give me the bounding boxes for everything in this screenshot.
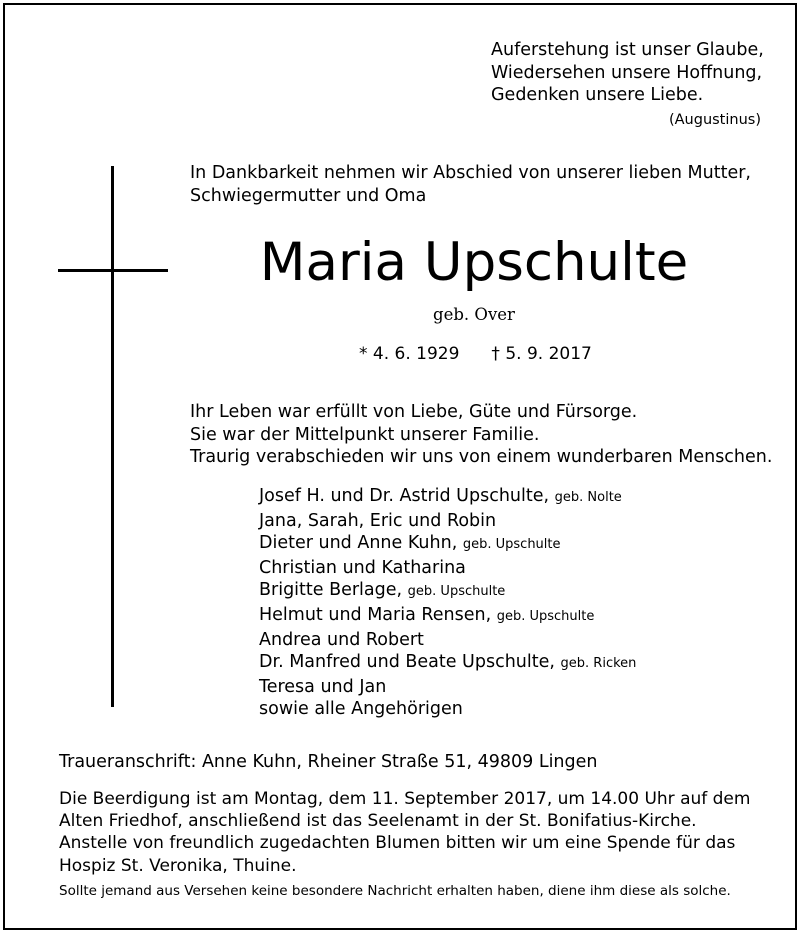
- quote-source: (Augustinus): [668, 111, 761, 128]
- death-date: † 5. 9. 2017: [491, 344, 592, 364]
- mourner-name: Christian und Katharina: [259, 557, 466, 578]
- mourner-entry: [259, 485, 636, 510]
- mourner-entry: [259, 604, 636, 629]
- funeral-line: Alten Friedhof, anschließend ist das Seelenamt in der St. Bonifatius-Kirche.: [59, 811, 697, 832]
- mourner-entry: [259, 557, 636, 580]
- mourner-entry: [259, 629, 636, 652]
- cross-icon-vertical: [111, 166, 114, 707]
- mourner-entry: [259, 532, 636, 557]
- mourner-entry: [259, 676, 636, 699]
- mourner-name: Brigitte Berlage,: [259, 580, 403, 601]
- mourner-entry: [259, 579, 636, 604]
- mourning-address: Traueranschrift: Anne Kuhn, Rheiner Straße 51, 49809 Lingen: [59, 752, 598, 772]
- mourner-nee: geb. Upschulte: [407, 584, 506, 600]
- deceased-name: Maria Upschulte: [259, 232, 689, 293]
- mourner-entry: [259, 698, 636, 721]
- quote-block: [491, 39, 771, 131]
- tribute-line: Sie war der Mittelpunkt unserer Familie.: [190, 424, 540, 445]
- quote-line: Wiedersehen unsere Hoffnung,: [491, 62, 763, 83]
- mourner-name: Dieter und Anne Kuhn,: [259, 533, 458, 554]
- quote-line: Gedenken unsere Liebe.: [491, 85, 704, 105]
- quote-line: Auferstehung ist unser Glaube,: [491, 40, 764, 60]
- tribute-line: Ihr Leben war erfüllt von Liebe, Güte und Fürsorge.: [190, 402, 638, 422]
- mourner-name: sowie alle Angehörigen: [259, 699, 463, 720]
- funeral-line: Hospiz St. Veronika, Thuine.: [59, 855, 297, 876]
- intro-line: Schwiegermutter und Oma: [190, 186, 427, 206]
- mourner-nee: geb. Ricken: [560, 656, 637, 672]
- mourner-name: Dr. Manfred und Beate Upschulte,: [259, 652, 555, 673]
- birth-date: * 4. 6. 1929: [359, 344, 460, 364]
- funeral-info: [59, 788, 779, 877]
- mourner-entry: [259, 510, 636, 533]
- funeral-line: Die Beerdigung ist am Montag, dem 11. September 2017, um 14.00 Uhr auf dem: [59, 789, 751, 809]
- mourner-entry: [259, 651, 636, 676]
- footnote: Sollte jemand aus Versehen keine besondere Nachricht erhalten haben, diene ihm diese als solche.: [59, 883, 731, 899]
- obituary-card: [3, 3, 797, 930]
- cross-icon-horizontal: [58, 269, 168, 272]
- mourners-list: [259, 485, 636, 721]
- life-dates: [359, 344, 592, 364]
- funeral-line: Anstelle von freundlich zugedachten Blumen bitten wir um eine Spende für das: [59, 833, 736, 854]
- mourner-name: Jana, Sarah, Eric und Robin: [259, 510, 497, 531]
- mourner-name: Josef H. und Dr. Astrid Upschulte,: [259, 486, 550, 506]
- mourner-name: Teresa und Jan: [259, 676, 387, 697]
- mourner-nee: geb. Upschulte: [496, 608, 595, 624]
- intro-text: [190, 162, 751, 208]
- maiden-name: geb. Over: [433, 305, 515, 324]
- mourner-nee: geb. Nolte: [554, 490, 622, 505]
- tribute-line: Traurig verabschieden wir uns von einem wunderbaren Menschen.: [190, 447, 773, 467]
- intro-line: In Dankbarkeit nehmen wir Abschied von unserer lieben Mutter,: [190, 163, 751, 183]
- mourner-name: Helmut und Maria Rensen,: [259, 604, 492, 625]
- tribute-text: [190, 401, 772, 469]
- mourner-nee: geb. Upschulte: [462, 537, 561, 553]
- mourner-name: Andrea und Robert: [259, 629, 424, 650]
